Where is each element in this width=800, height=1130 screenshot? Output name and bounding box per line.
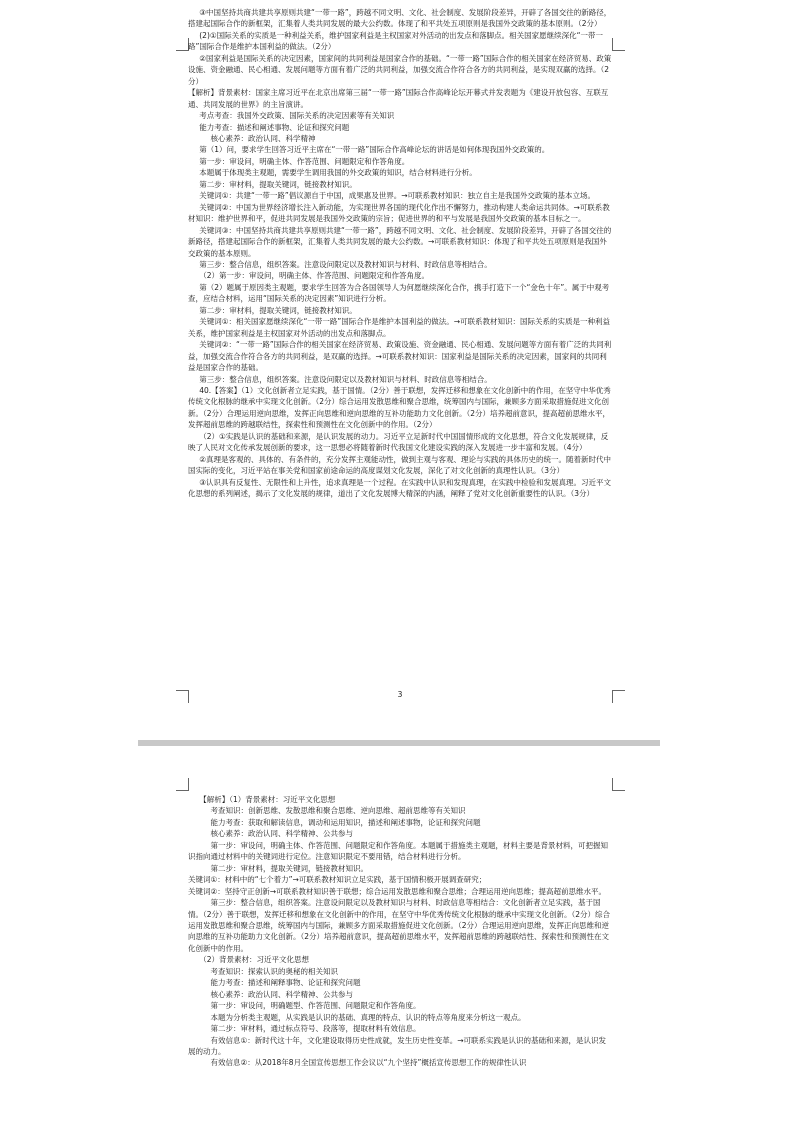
paragraph: 能力考查：描述和阐述事物、论证和探究问题 xyxy=(199,122,350,132)
paragraph: ③认识具有反复性、无限性和上升性，追求真理是一个过程。在实践中认识和发现真理，在实践中检验和发展真理。习近平文化思想的系列阐述，揭示了文化发展的规律，道出了文化发展博大精深的内涵，阐释了党对文化创新重要性的认识。（3分） xyxy=(188,477,611,499)
crop-mark xyxy=(176,778,189,791)
paragraph: 本题为分析类主观题，从实践是认识的基础、真理的特点、认识的特点等角度来分析这一观点。 xyxy=(210,1012,526,1022)
page-body xyxy=(188,794,612,1069)
page-body xyxy=(188,7,612,499)
paragraph: (2)①国际关系的实质是一种利益关系，维护国家利益是主权国家对外活动的出发点和落脚点。相关国家愿继续深化“一带一路”国际合作是维护本国利益的做法。（2分） xyxy=(188,30,603,52)
paragraph: 有效信息①：新时代这十年，文化建设取得历史性成就，发生历史性变革。→可联系实践是认识的基础和来源，是认识发展的动力。 xyxy=(188,1035,607,1056)
paragraph: 能力考查：描述和阐释事物、论证和探究问题 xyxy=(210,978,361,988)
paragraph: 第二步：审材料，通过标点符号、段落等，提取材料有效信息。 xyxy=(210,1024,421,1034)
page-number: 3 xyxy=(397,690,403,699)
paragraph: （2）第一步：审设问，明确主体、作答范围、问题限定和作答角度。 xyxy=(199,271,430,281)
analysis-heading: 【解析】背景素材：国家主席习近平在北京出席第三届“一带一路”国际合作高峰论坛开幕式并发表题为《建设开放包容、互联互通、共同发展的世界》的主旨演讲。 xyxy=(188,88,609,109)
paragraph: 关键词①：相关国家愿继续深化“一带一路”国际合作是维护本国利益的做法。→可联系教材知识：国际关系的实质是一种利益关系，维护国家利益是主权国家对外活动的出发点和落脚点。 xyxy=(188,317,611,338)
crop-mark xyxy=(612,778,625,791)
paragraph: 第二步：审材料，提取关键词，链接教材知识。 xyxy=(199,305,357,315)
paragraph: 第一步：审设问，明确题型、作答范围、问题限定和作答角度。 xyxy=(210,1001,421,1011)
crop-mark xyxy=(612,38,625,51)
paragraph: 关键词①：材料中的“七个着力”→可联系教材知识立足实践，基于国情积极开展调查研究； xyxy=(188,875,487,885)
paragraph: ③中国坚持共商共建共享原则共建“一带一路”，跨越不同文明、文化、社会制度、发展阶段差异，开辟了各国交往的新路径，搭建起国际合作的新框架，汇集着人类共同发展的最大公约数。体现了和平共处五项原则是我国外交政策的基本原则。（2分） xyxy=(188,8,612,29)
paragraph: 关键词①：共建“一带一路”倡议源自于中国，成果惠及世界。→可联系教材知识：独立自主是我国外交政策的基本立场。 xyxy=(199,191,596,201)
paragraph: 核心素养：政治认同、科学精神、公共参与 xyxy=(210,989,353,999)
paragraph: 本题属于体现类主观题，需要学生调用我国的外交政策的知识，结合材料进行分析。 xyxy=(199,168,477,178)
paragraph: 第三步：整合信息，组织答案。注意设问限定以及教材知识与材料、时政信息等相结合。 xyxy=(199,374,492,384)
paragraph: 考点考查：我国外交政策、国际关系的决定因素等有关知识 xyxy=(199,111,395,121)
paragraph: 核心素养：政治认同、科学精神、公共参与 xyxy=(210,829,353,839)
paragraph: 第三步：整合信息，组织答案。注意设问限定以及教材知识与材料、时政信息等相结合。 xyxy=(199,259,492,269)
paragraph: ②国家利益是国际关系的决定因素，国家间的共同利益是国家合作的基础。“一带一路”国际合作的相关国家在经济贸易、政策设施、资金融通、民心相通、发展问题等方面有着广泛的共同利益，加强交流合作符合各方的共同利益，是实现双赢的选择。（2分） xyxy=(188,53,612,86)
document-page-4 xyxy=(0,752,800,1130)
paragraph: 关键词②：中国为世界经济增长注入新动能，为实现世界各国的现代化作出不懈努力，推动构建人类命运共同体。→可联系教材知识：维护世界和平，促进共同发展是我国外交政策的宗旨；促进世界的和平与发展是我国外交政策的基本目标之一。 xyxy=(188,202,610,224)
paragraph: 第（2）题属于原因类主观题，要求学生回答为合各国领导人为何愿继续深化合作，携手打造下一个“金色十年”。属于中观考查，应结合材料，运用“国际关系的决定因素”知识进行分析。 xyxy=(188,282,610,304)
paragraph: 第二步：审材料，提取关键词，链接教材知识。 xyxy=(210,863,368,873)
paragraph: 能力考查：获取和解读信息，调动和运用知识，描述和阐述事物，论证和探究问题 xyxy=(210,817,481,827)
paragraph: 第一步：审设问，明确主体、作答范围、问题限定和作答角度。 xyxy=(199,156,410,166)
paragraph: 第（1）问，要求学生回答习近平主席在“一带一路”国际合作高峰论坛的讲话是如何体现我国外交政策的。 xyxy=(199,145,550,155)
page-separator xyxy=(138,740,660,746)
paragraph: 关键词②：“一带一路”国际合作的相关国家在经济贸易、政策设施、资金融通、民心相通、发展问题等方面有着广泛的共同利益，加强交流合作符合各方的共同利益，是双赢的选择。→可联系教材知识：国家利益是国际关系的决定因素，国家间的共同利益是国家合作的基础。 xyxy=(188,340,612,373)
paragraph: （2）①实践是认识的基础和来源，是认识发展的动力。习近平立足新时代中国国情形成的文化思想，符合文化发展规律，反映了人民对文化传承发展创新的要求，这一思想必将随着新时代我国文化建设实践的深入发展进一步丰富和发展。（4分） xyxy=(188,431,609,453)
paragraph: 关键词③：中国坚持共商共建共享原则共建“一带一路”，跨越不同文明、文化、社会制度、发展阶段差异，开辟了各国交往的新路径，搭建起国际合作的新框架，汇集着人类共同发展的最大公约数。→可联系教材知识：体现了和平共处五项原则是我国外交政策的基本原则。 xyxy=(188,225,612,258)
paragraph: 考查知识：创新思维、发散思维和聚合思维、逆向思维、超前思维等有关知识 xyxy=(210,806,466,816)
paragraph: ②真理是客观的、具体的、有条件的，充分发挥主观能动性，做到主观与客观、理论与实践的具体历史的统一。随着新时代中国实际的变化，习近平站在事关党和国家前途命运的高度谋划文化发展，深化了对文化创新的真理性认识。（3分） xyxy=(188,454,611,476)
paragraph: 第一步：审设问，明确主体、作答范围、问题限定和作答角度。本题属于措施类主观题，材料主要是背景材料，可把握知识指向通过材料中的关键词进行定位。注意知识限定不要用错，结合材料进行分析。 xyxy=(188,840,608,862)
paragraph: 第二步：审材料，提取关键词，链接教材知识。 xyxy=(199,179,357,189)
paragraph: 考查知识：探索认识的奥秘的相关知识 xyxy=(210,966,338,976)
analysis-heading: 【解析】（1）背景素材：习近平文化思想 xyxy=(199,795,336,804)
paragraph: （2）背景素材：习近平文化思想 xyxy=(199,955,310,965)
answer-heading: 40.【答案】（1）文化创新者立足实践，基于国情。（2分）善于联想，发挥迁移和想象在文化创新中的作用，在坚守中华优秀传统文化根脉的继承中实现文化创新。（2分）综合运用发散思维和聚合思维，统筹国内与国际，兼顾多方面采取措施促进文化创新。（2分）合理运用逆向思维，发挥正向思维和逆向思维的互补功能助力文化创新。（2分）培养超前意识，提高超前思维水平，发挥超前思维的跨越联结性，探索性和预测性在文化创新中的作用。（2分） xyxy=(188,385,611,430)
paragraph: 有效信息②：从2018年8月全国宣传思想工作会议以“九个坚持”概括宣传思想工作的规律性认识 xyxy=(210,1058,527,1068)
paragraph: 第三步：整合信息，组织答案。注意设问限定以及教材知识与材料、时政信息等相结合：文化创新者立足实践，基于国情。（2分）善于联想，发挥迁移和想象在文化创新中的作用，在坚守中华优秀传统文化根脉的继承中实现文化创新。（2分）综合运用发散思维和聚合思维，统筹国内与国际，兼顾多方面采取措施促进文化创新。（2分）合理运用逆向思维，发挥正向思维和逆向思维的互补功能助力文化创新。（2分）培养超前意识，提高超前思维水平，发挥超前思维的跨越联结性、探索性和预测性在文化创新中的作用。 xyxy=(188,898,611,953)
paragraph: 核心素养：政治认同、科学精神 xyxy=(210,133,316,143)
paragraph: 关键词②：坚持守正创新→可联系教材知识善于联想；综合运用发散思维和聚合思维；合理运用逆向思维；提高超前思维水平。 xyxy=(188,886,607,896)
